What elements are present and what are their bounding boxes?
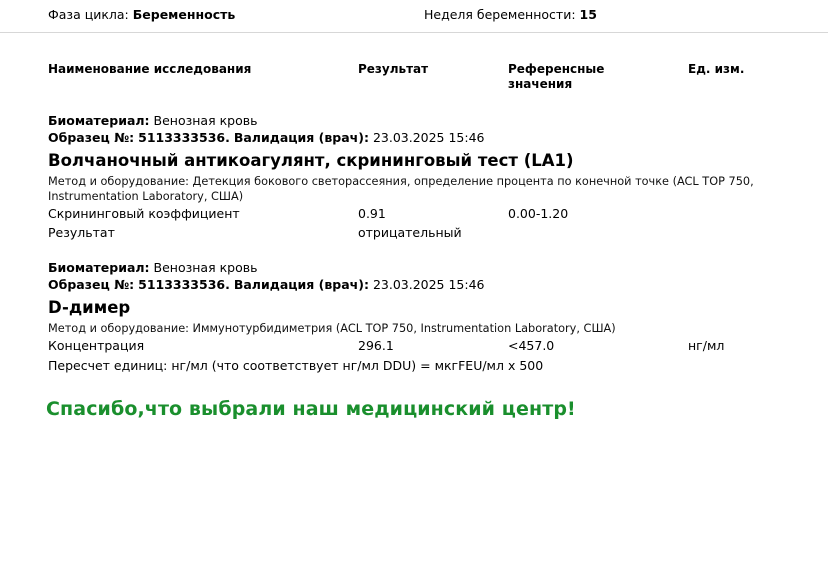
biomaterial-label: Биоматериал:	[48, 113, 150, 128]
biomaterial-line	[48, 259, 804, 276]
test-method: Метод и оборудование: Детекция бокового светорассеяния, определение процента по конечной точке (ACL TOP 750, Instrumentation Laboratory, США)	[48, 175, 754, 203]
thank-you-message: Спасибо,что выбрали наш медицинский центр!	[46, 398, 576, 420]
result-section	[48, 112, 804, 242]
biomaterial-value: Венозная кровь	[153, 260, 258, 275]
sample-line	[48, 129, 804, 146]
pregnancy-week-label: Неделя беременности:	[424, 7, 576, 22]
column-header-reference-line2: значения	[508, 77, 573, 91]
validation-label: Валидация (врач):	[233, 277, 369, 292]
cycle-phase	[48, 6, 235, 24]
biomaterial-label: Биоматериал:	[48, 260, 150, 275]
pregnancy-week-value: 15	[579, 7, 597, 22]
section-spacer	[48, 242, 804, 259]
validation-value: 23.03.2025 15:46	[372, 130, 485, 145]
result-row-name: Скрининговый коэффициент	[48, 206, 240, 221]
result-row-value: 296.1	[358, 338, 394, 353]
result-row-value: отрицательный	[358, 225, 462, 240]
sample-line	[48, 276, 804, 293]
test-title: Волчаночный антикоагулянт, скрининговый тест (LA1)	[48, 151, 574, 170]
column-header-name: Наименование исследования	[48, 62, 252, 76]
biomaterial-line	[48, 112, 804, 129]
cycle-phase-value: Беременность	[132, 7, 236, 22]
header-divider	[0, 32, 828, 33]
result-row-name: Результат	[48, 225, 115, 240]
sample-label: Образец №:	[48, 130, 135, 145]
result-row	[48, 204, 804, 223]
result-row-name: Концентрация	[48, 338, 145, 353]
result-row	[48, 336, 804, 355]
column-header-result: Результат	[358, 62, 429, 76]
sample-value: 5113333536.	[138, 130, 230, 145]
result-row-value: 0.91	[358, 206, 386, 221]
test-method: Метод и оборудование: Иммунотурбидиметрия (ACL TOP 750, Instrumentation Laboratory, США)	[48, 322, 616, 335]
cycle-phase-label: Фаза цикла:	[48, 7, 129, 22]
patient-header	[48, 6, 780, 24]
sample-value: 5113333536.	[138, 277, 230, 292]
validation-value: 23.03.2025 15:46	[372, 277, 485, 292]
biomaterial-value: Венозная кровь	[153, 113, 258, 128]
result-row-reference: <457.0	[508, 338, 555, 353]
column-header-reference	[508, 62, 628, 92]
sample-label: Образец №:	[48, 277, 135, 292]
pregnancy-week	[424, 6, 597, 24]
test-title: D-димер	[48, 298, 131, 317]
result-section	[48, 259, 804, 375]
column-header-reference-line1: Референсные	[508, 62, 605, 76]
column-header-unit: Ед. изм.	[688, 62, 745, 76]
result-row	[48, 223, 804, 242]
unit-conversion-note: Пересчет единиц: нг/мл (что соответствует нг/мл DDU) = мкгFEU/мл х 500	[48, 358, 544, 373]
result-row-reference: 0.00-1.20	[508, 206, 569, 221]
table-column-headers	[48, 62, 788, 92]
report-body	[48, 112, 804, 375]
validation-label: Валидация (врач):	[233, 130, 369, 145]
result-row-unit: нг/мл	[688, 338, 725, 353]
